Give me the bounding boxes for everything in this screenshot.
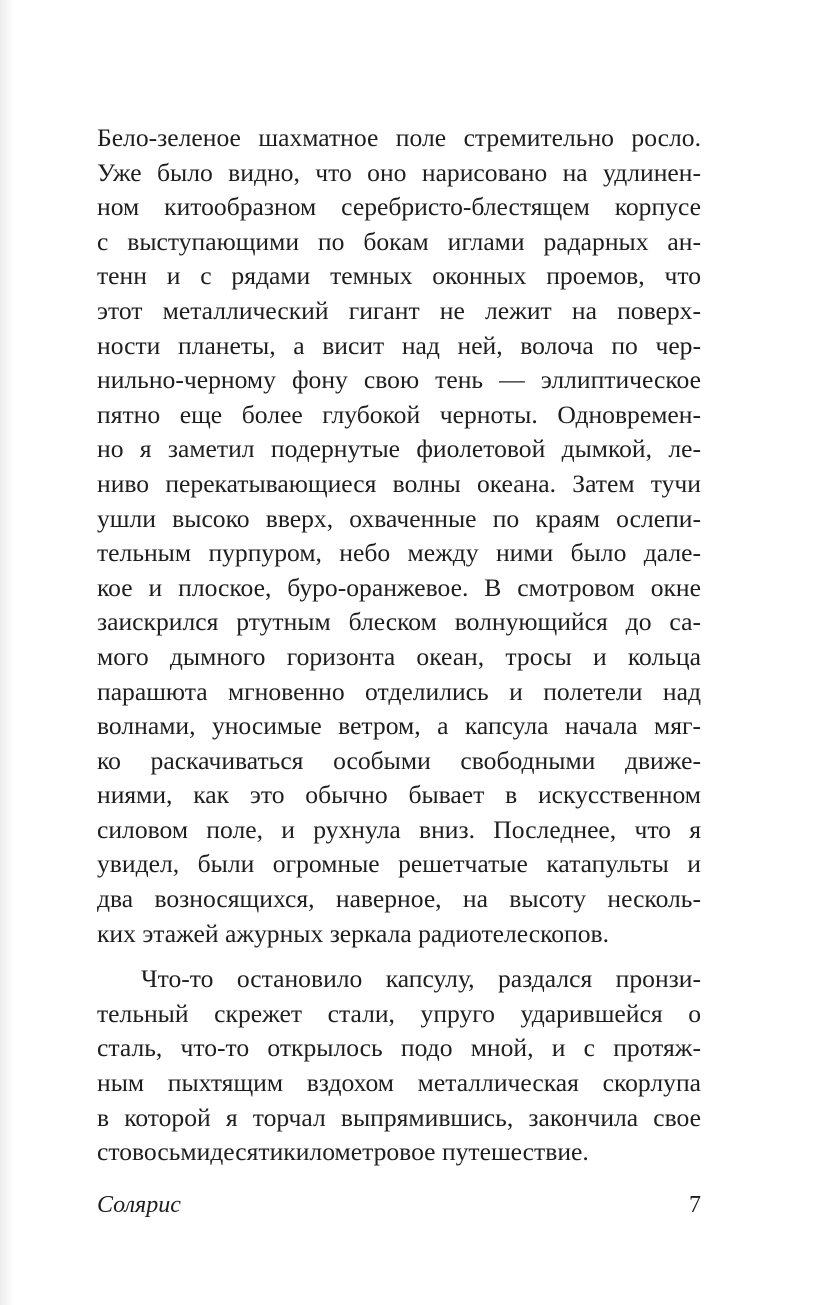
text-line: мого дымного горизонта океан, тросы и кольца — [97, 641, 701, 671]
text-line: волнами, уносимые ветром, а капсула начала мяг- — [97, 711, 701, 741]
text-line: Бело-зеленое шахматное поле стремительно росло. — [97, 123, 701, 152]
text-line: ниями, как это обычно бывает в искусственном — [97, 780, 701, 810]
text-line: ном китообразном серебристо-блестящем корпусе — [97, 192, 701, 222]
text-line: ушли высоко вверх, охваченные по краям ослепи- — [97, 503, 701, 533]
text-line: тельный скрежет стали, упруго ударившейся о — [97, 998, 701, 1028]
text-line: тенн и с рядами темных оконных проемов, что — [97, 261, 701, 291]
text-line: парашюта мгновенно отделились и полетели над — [97, 676, 701, 706]
running-footer-title: Солярис — [97, 1192, 181, 1218]
paragraph-1 — [97, 121, 701, 951]
text-line: ко раскачиваться особыми свободными движе- — [97, 745, 701, 775]
text-line: тельным пурпуром, небо между ними было дале- — [97, 538, 701, 568]
text-line: нильно-черному фону свою тень — эллиптическое — [97, 365, 701, 395]
text-line: Что-то остановило капсулу, раздался пронзи- — [141, 964, 701, 994]
text-line: кое и плоское, буро-оранжевое. В смотровом окне — [97, 572, 701, 602]
text-line: стовосьмидесятикилометровое путешествие. — [97, 1137, 589, 1167]
body-text — [97, 121, 701, 1170]
text-line: ным пыхтящим вздохом металлическая скорлупа — [97, 1068, 701, 1098]
text-line: силовом поле, и рухнула вниз. Последнее, что я — [97, 814, 701, 844]
text-line: ниво перекатывающиеся волны океана. Затем тучи — [97, 468, 701, 498]
text-line: ности планеты, а висит над ней, волоча по чер- — [97, 330, 701, 360]
text-line: заискрился ртутным блеском волнующийся до са- — [97, 607, 701, 637]
text-line: ких этажей ажурных зеркала радиотелескопов. — [97, 918, 610, 948]
text-line: с выступающими по бокам иглами радарных ан- — [97, 226, 701, 256]
page-number: 7 — [689, 1192, 701, 1218]
paragraph-2 — [97, 962, 701, 1170]
page-edge-shadow — [0, 0, 14, 1305]
text-line: сталь, что-то открылось подо мной, и с протяж- — [97, 1033, 701, 1063]
text-line: этот металлический гигант не лежит на поверх- — [97, 295, 701, 325]
text-line: но я заметил подернутые фиолетовой дымкой, ле- — [97, 434, 701, 464]
text-line: в которой я торчал выпрямившись, закончила свое — [97, 1102, 701, 1132]
text-line: два возносящихся, наверное, на высоту несколь- — [97, 884, 701, 914]
paragraph-spacer — [97, 951, 701, 962]
text-line: пятно еще более глубокой черноты. Одновремен- — [97, 399, 701, 429]
text-line: Уже было видно, что оно нарисовано на удлинен- — [97, 157, 701, 187]
text-line: увидел, были огромные решетчатые катапульты и — [97, 849, 701, 879]
